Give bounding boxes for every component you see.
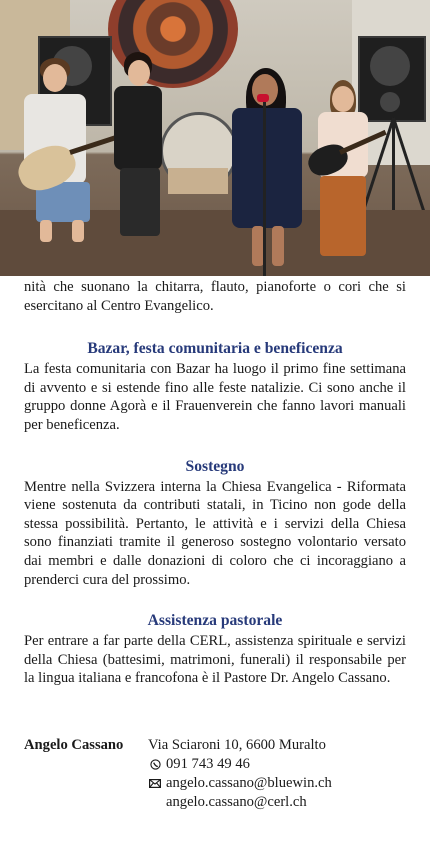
contact-phone-row (148, 755, 332, 774)
section-text-sostegno: Mentre nella Svizzera interna la Chiesa Evangelica - Riformata viene sostenuta da contributi statali, in Ticino non gode della stessa possibilità. Pertanto, le attività e i servizi della Chiesa sono finanziati tramite il generoso sostegno volontario versato dai membri e dalle donazioni di coloro che ci incoraggiano a prenderci cura del prossimo. (24, 478, 406, 588)
contact-address: Via Sciaroni 10, 6600 Muralto (148, 737, 326, 753)
envelope-icon (148, 779, 162, 788)
phone-icon (148, 759, 162, 770)
content-column (24, 278, 406, 688)
intro-paragraph: nità che suonano la chitarra, flauto, pianoforte o cori che si esercitano al Centro Evangelico. (24, 279, 406, 314)
band-rehearsal-photo (0, 0, 430, 276)
section-heading-sostegno: Sostegno (185, 457, 245, 475)
contact-name: Angelo Cassano (24, 737, 124, 753)
section-heading-bazar: Bazar, festa comunitaria e beneficenza (87, 340, 343, 358)
contact-phone[interactable]: 091 743 49 46 (166, 756, 250, 772)
contact-email-2[interactable]: angelo.cassano@cerl.ch (166, 794, 307, 810)
section-text-assistenza: Per entrare a far parte della CERL, assistenza spirituale e servizi della Chiesa (battesimi, matrimoni, funerali) il responsabile per la lingua italiana e francofona è il Pastore Dr. Angelo Cassano. (24, 633, 406, 687)
contact-email-1[interactable]: angelo.cassano@bluewin.ch (166, 775, 332, 791)
section-text-bazar: La festa comunitaria con Bazar ha luogo il primo fine settimana di avvento e si estende fino alle feste natalizie. Ci sono anche il gruppo donne Agorà e il Frauenverein che fanno lavori manuali per beneficenza. (24, 361, 406, 433)
microphone-stand (263, 100, 266, 276)
section-heading-assistenza: Assistenza pastorale (147, 612, 283, 630)
amplifier (168, 168, 228, 194)
microphone (257, 94, 269, 102)
speaker-right (358, 36, 426, 122)
contact-email-row (148, 774, 332, 793)
